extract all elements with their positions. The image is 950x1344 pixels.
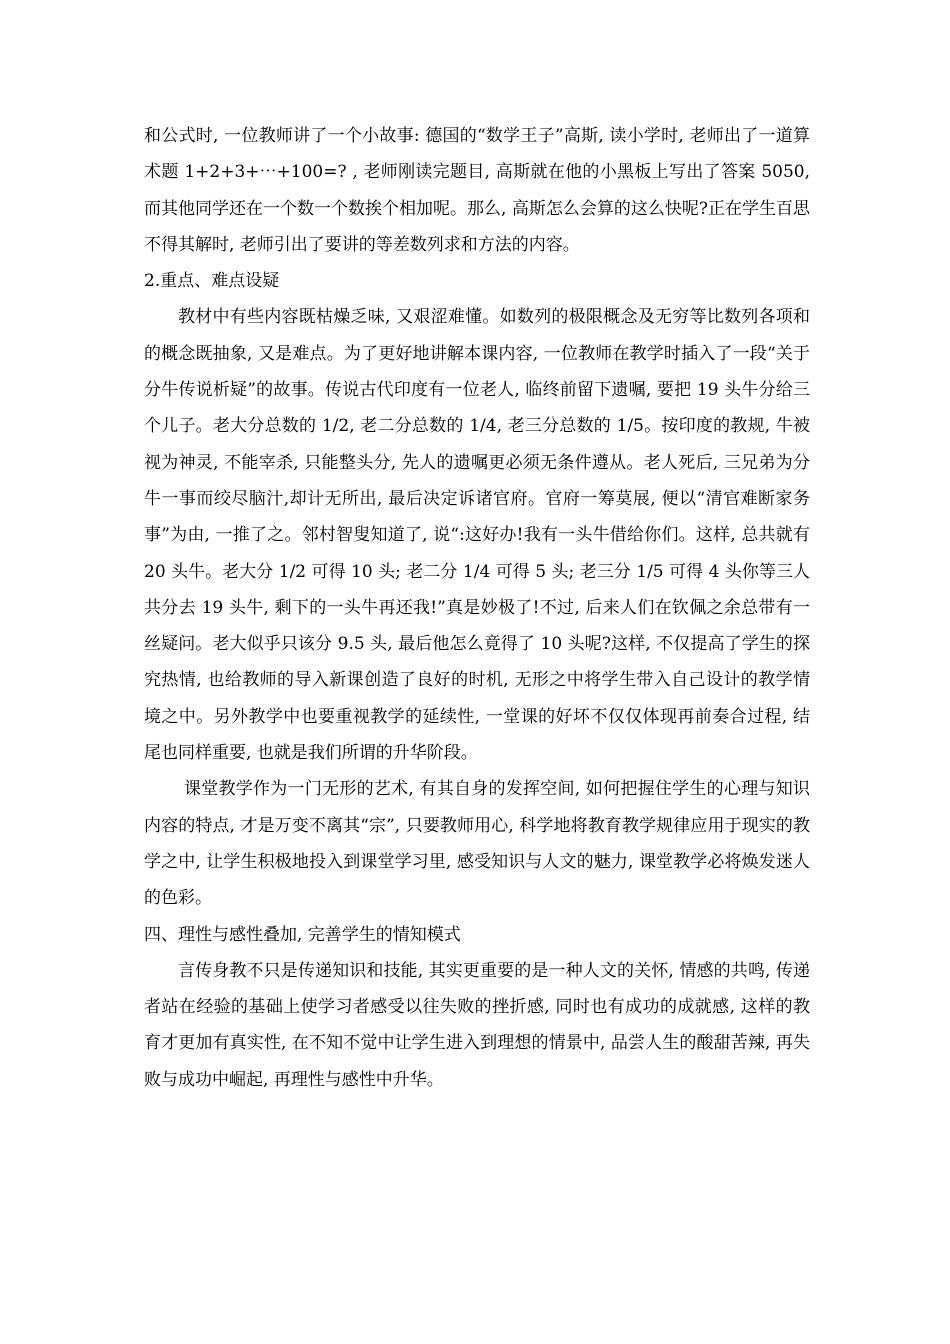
paragraph-classroom-art: 课堂教学作为一门无形的艺术, 有其自身的发挥空间, 如何把握住学生的心理与知识内容的特点, 才是万变不离其“宗”, 只要教师用心, 科学地将教育教学规律应用于现实的教学之中, 让学生积极地投入到课堂学习里, 感受知识与人文的魅力, 课堂教学必将焕发迷人的色彩。 xyxy=(144,779,810,909)
paragraph-teaching-by-example: 言传身教不只是传递知识和技能, 其实更重要的是一种人文的关怀, 情感的共鸣, 传递者站在经验的基础上使学习者感受以往失败的挫折感, 同时也有成功的成就感, 这样的教育才更加有真实性, 在不知不觉中让学生进入到理想的情景中, 品尝人生的酸甜苦辣, 再失败与成功中崛起, 再理性与感性中升华。 xyxy=(144,960,810,1090)
section-heading-rational-emotional: 四、理性与感性叠加, 完善学生的情知模式 xyxy=(144,924,461,945)
paragraph-cattle-story: 教材中有些内容既枯燥乏味, 又艰涩难懂。如数列的极限概念及无穷等比数列各项和的概念既抽象, 又是难点。为了更好地讲解本课内容, 一位教师在教学时插入了一段“关于分牛传说析疑”的故事。传说古代印度有一位老人, 临终前留下遗嘱, 要把 19 头牛分给三个儿子。老大分总数的 1/2, 老二分总数的 1/4, 老三分总数的 1/5。按印度的教规, 牛被视为神灵, 不能宰杀, 只能整头分, 先人的遗嘱更必须无条件遵从。老人死后, 三兄弟为分牛一事而绞尽脑汁,却计无所出, 最后决定诉诸官府。官府一筹莫展, 便以“清官难断家务事”为由, 一推了之。邻村智叟知道了, 说“:这好办!我有一头牛借给你们。这样, 总共就有 20 头牛。老大分 1/2 可得 10 头; 老二分 1/4 可得 5 头; 老三分 1/5 可得 4 头你等三人共分去 19 头牛, 剩下的一头牛再还我!”真是妙极了!不过, 后来人们在钦佩之余总带有一丝疑问。老大似乎只该分 9.5 头, 最后他怎么竟得了 10 头呢?这样, 不仅提高了学生的探究热情, 也给教师的导入新课创造了良好的时机, 无形之中将学生带入自己设计的教学情境之中。另外教学中也要重视教学的延续性, 一堂课的好坏不仅仅体现再前奏合过程, 结尾也同样重要, 也就是我们所谓的升华阶段。 xyxy=(144,307,810,764)
document-body xyxy=(144,118,810,1098)
section-heading-key-points: 2.重点、难点设疑 xyxy=(144,271,280,292)
paragraph-gauss-story: 和公式时, 一位教师讲了一个小故事: 德国的“数学王子”高斯, 读小学时, 老师出了一道算术题 1+2+3+⋯+100=? , 老师刚读完题目, 高斯就在他的小黑板上写出了答案 5050, 而其他同学还在一个数一个数挨个相加呢。那么, 高斯怎么会算的这么快呢?正在学生百思不得其解时, 老师引出了要讲的等差数列求和方法的内容。 xyxy=(144,126,810,255)
